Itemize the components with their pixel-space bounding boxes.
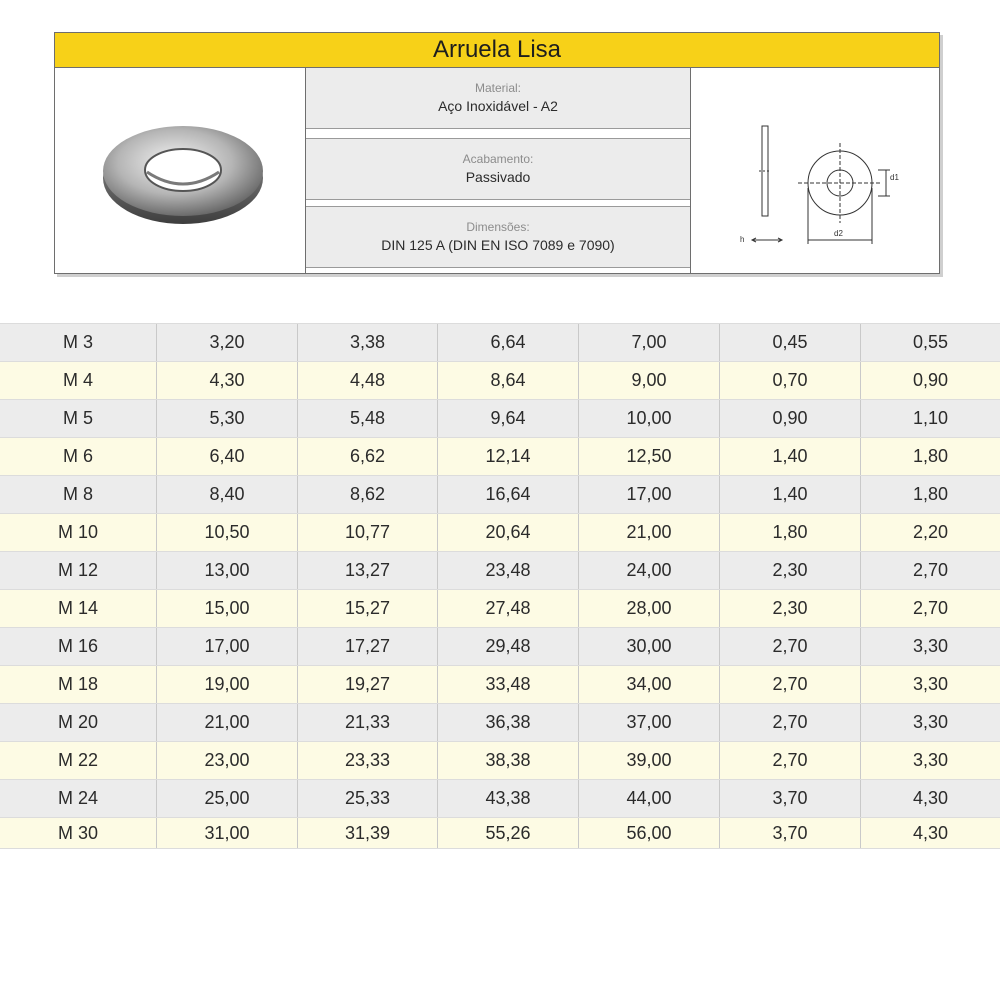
thread-size-cell: M 16 <box>0 628 157 665</box>
table-cell: 17,00 <box>579 476 720 513</box>
thread-size-cell: M 6 <box>0 438 157 475</box>
table-cell: 3,38 <box>298 324 438 361</box>
table-row <box>0 665 1000 703</box>
table-cell: 4,30 <box>912 788 949 808</box>
table-cell: 17,27 <box>298 628 438 665</box>
spec-material <box>306 68 690 129</box>
table-cell: 6,64 <box>438 324 579 361</box>
technical-drawing <box>690 68 939 273</box>
table-cell: 23,00 <box>157 742 298 779</box>
thread-size-cell: M 4 <box>0 362 157 399</box>
table-cell: 21,00 <box>579 514 720 551</box>
table-row <box>0 779 1000 817</box>
thread-size-cell: M 20 <box>0 704 157 741</box>
table-cell: 0,70 <box>720 362 861 399</box>
table-cell: 33,48 <box>438 666 579 703</box>
table-cell: 3,30 <box>912 674 949 694</box>
table-cell: 25,00 <box>157 780 298 817</box>
table-cell: 9,00 <box>579 362 720 399</box>
table-cell: 17,00 <box>157 628 298 665</box>
table-cell: 2,70 <box>720 666 861 703</box>
table-cell: 4,30 <box>912 822 949 843</box>
table-cell: 23,48 <box>438 552 579 589</box>
table-cell: 12,14 <box>438 438 579 475</box>
table-cell: 6,40 <box>157 438 298 475</box>
thread-size-cell: M 8 <box>0 476 157 513</box>
table-row <box>0 399 1000 437</box>
table-cell: 4,48 <box>298 362 438 399</box>
table-row <box>0 741 1000 779</box>
thread-size-cell: M 12 <box>0 552 157 589</box>
table-cell: 25,33 <box>298 780 438 817</box>
table-cell: 2,70 <box>912 560 949 580</box>
table-cell: 13,00 <box>157 552 298 589</box>
table-row <box>0 817 1000 849</box>
table-cell: 3,30 <box>912 712 949 732</box>
spec-label: Material: <box>474 81 521 95</box>
spec-dimensions <box>306 206 690 268</box>
spec-value: Aço Inoxidável - A2 <box>438 98 558 114</box>
table-cell: 2,70 <box>720 628 861 665</box>
table-cell: 19,00 <box>157 666 298 703</box>
table-cell: 44,00 <box>579 780 720 817</box>
table-cell: 10,00 <box>579 400 720 437</box>
table-cell: 29,48 <box>438 628 579 665</box>
table-cell: 7,00 <box>579 324 720 361</box>
thread-size-cell: M 18 <box>0 666 157 703</box>
table-cell: 1,40 <box>720 438 861 475</box>
table-cell: 10,77 <box>298 514 438 551</box>
table-row <box>0 437 1000 475</box>
table-cell: 31,00 <box>157 818 298 848</box>
table-cell: 1,80 <box>912 484 949 504</box>
table-cell: 5,48 <box>298 400 438 437</box>
washer-drawing <box>690 68 939 273</box>
table-cell: 27,48 <box>438 590 579 627</box>
thread-size-cell: M 3 <box>0 324 157 361</box>
thread-size-cell: M 5 <box>0 400 157 437</box>
table-cell: 5,30 <box>157 400 298 437</box>
table-cell: 6,62 <box>298 438 438 475</box>
table-row <box>0 589 1000 627</box>
table-cell: 8,40 <box>157 476 298 513</box>
table-row <box>0 703 1000 741</box>
table-cell: 2,70 <box>720 704 861 741</box>
table-cell: 2,70 <box>720 742 861 779</box>
table-cell: 0,90 <box>912 370 949 390</box>
table-cell: 56,00 <box>579 818 720 848</box>
table-cell: 31,39 <box>298 818 438 848</box>
table-cell: 43,38 <box>438 780 579 817</box>
table-cell: 10,50 <box>157 514 298 551</box>
spec-label: Acabamento: <box>462 152 534 166</box>
specs-column <box>305 68 691 273</box>
table-row <box>0 475 1000 513</box>
table-cell: 13,27 <box>298 552 438 589</box>
table-cell: 28,00 <box>579 590 720 627</box>
spec-finish <box>306 138 690 200</box>
table-cell: 3,70 <box>720 780 861 817</box>
dim-d1-label: d1 <box>890 173 899 182</box>
table-cell: 9,64 <box>438 400 579 437</box>
table-cell: 4,30 <box>157 362 298 399</box>
table-cell: 8,64 <box>438 362 579 399</box>
table-cell: 37,00 <box>579 704 720 741</box>
table-cell: 19,27 <box>298 666 438 703</box>
table-row <box>0 551 1000 589</box>
dimensions-table <box>0 323 1000 849</box>
table-cell: 1,80 <box>720 514 861 551</box>
table-cell: 15,00 <box>157 590 298 627</box>
table-cell: 39,00 <box>579 742 720 779</box>
table-cell: 15,27 <box>298 590 438 627</box>
table-row <box>0 323 1000 361</box>
table-cell: 3,70 <box>720 818 861 848</box>
table-cell: 38,38 <box>438 742 579 779</box>
washer-photo <box>55 68 305 273</box>
table-cell: 0,45 <box>720 324 861 361</box>
table-cell: 12,50 <box>579 438 720 475</box>
table-cell: 3,20 <box>157 324 298 361</box>
table-cell: 3,30 <box>912 750 949 770</box>
table-cell: 20,64 <box>438 514 579 551</box>
product-title: Arruela Lisa <box>55 33 939 68</box>
dim-h-label: h <box>740 235 745 244</box>
thread-size-cell: M 10 <box>0 514 157 551</box>
spec-value: Passivado <box>465 169 531 185</box>
thread-size-cell: M 24 <box>0 780 157 817</box>
thread-size-cell: M 22 <box>0 742 157 779</box>
table-cell: 1,10 <box>912 408 949 428</box>
table-row <box>0 361 1000 399</box>
thread-size-cell: M 30 <box>0 818 157 848</box>
dim-d2-label: d2 <box>834 229 843 238</box>
table-cell: 0,90 <box>720 400 861 437</box>
spec-value: DIN 125 A (DIN EN ISO 7089 e 7090) <box>381 237 615 253</box>
washer-image <box>55 68 305 273</box>
product-card <box>54 32 940 274</box>
table-row <box>0 627 1000 665</box>
table-cell: 2,20 <box>912 522 949 542</box>
table-cell: 2,30 <box>720 590 861 627</box>
table-cell: 24,00 <box>579 552 720 589</box>
spec-label: Dimensões: <box>466 220 530 234</box>
table-row <box>0 513 1000 551</box>
table-cell: 8,62 <box>298 476 438 513</box>
table-cell: 3,30 <box>912 636 949 656</box>
table-cell: 23,33 <box>298 742 438 779</box>
table-cell: 21,00 <box>157 704 298 741</box>
table-cell: 55,26 <box>438 818 579 848</box>
table-cell: 21,33 <box>298 704 438 741</box>
table-cell: 2,30 <box>720 552 861 589</box>
table-cell: 30,00 <box>579 628 720 665</box>
table-cell: 1,80 <box>912 446 949 466</box>
table-cell: 1,40 <box>720 476 861 513</box>
table-cell: 0,55 <box>912 332 949 352</box>
table-cell: 16,64 <box>438 476 579 513</box>
thread-size-cell: M 14 <box>0 590 157 627</box>
table-cell: 34,00 <box>579 666 720 703</box>
table-cell: 36,38 <box>438 704 579 741</box>
table-cell: 2,70 <box>912 598 949 618</box>
